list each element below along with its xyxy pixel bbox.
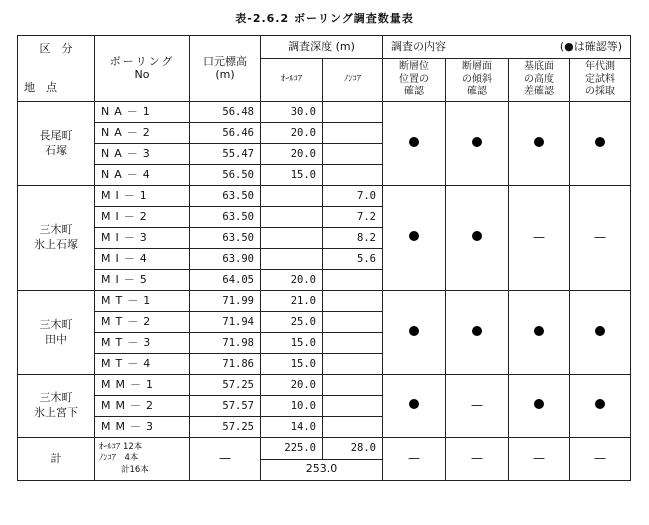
elevation-cell: 63.50	[190, 228, 261, 249]
elev-unit: (m)	[215, 67, 235, 81]
boring-no-cell: MI－4	[95, 249, 190, 270]
elevation-cell: 71.99	[190, 291, 261, 312]
elevation-cell: 63.90	[190, 249, 261, 270]
elevation-cell: 56.46	[190, 123, 261, 144]
elevation-cell: 64.05	[190, 270, 261, 291]
allcore-depth-cell: 20.0	[261, 270, 323, 291]
allcore-depth-cell: 25.0	[261, 312, 323, 333]
content-c4-cell	[570, 375, 631, 438]
total-sum: 253.0	[261, 459, 383, 481]
chiten-label: 地 点	[24, 80, 57, 94]
boring-no-cell: MT－2	[95, 312, 190, 333]
boring-no-cell: MT－4	[95, 354, 190, 375]
noncore-depth-cell	[323, 375, 383, 396]
content-label: 調査の内容	[391, 39, 446, 53]
allcore-depth-cell: 15.0	[261, 333, 323, 354]
confirmed-dot-icon	[472, 231, 482, 241]
content-c4-cell: —	[570, 186, 631, 291]
kubun-header	[18, 36, 95, 102]
confirmed-dot-icon	[534, 137, 544, 147]
content-c3-cell	[509, 291, 570, 375]
total-row	[18, 438, 631, 460]
noncore-depth-cell	[323, 144, 383, 165]
allcore-depth-cell	[261, 186, 323, 207]
allcore-depth-cell	[261, 207, 323, 228]
elevation-cell: 71.98	[190, 333, 261, 354]
allcore-depth-cell: 21.0	[261, 291, 323, 312]
legend-label: (●は確認等)	[559, 39, 622, 53]
confirmed-dot-icon	[534, 326, 544, 336]
boring-no-cell: MI－1	[95, 186, 190, 207]
table-row	[18, 375, 631, 396]
kubun-label: 区 分	[39, 41, 73, 55]
content-c1-cell	[383, 291, 446, 375]
content-c2-cell: —	[446, 375, 509, 438]
boring-label: ボーリング	[109, 54, 175, 68]
boring-no-label: No	[134, 67, 150, 81]
allcore-depth-cell	[261, 249, 323, 270]
noncore-header: ﾉﾝｺｱ	[323, 59, 383, 102]
elevation-cell: 57.25	[190, 375, 261, 396]
content-c3-cell: —	[509, 186, 570, 291]
content-c2-cell	[446, 102, 509, 186]
boring-no-cell: MT－1	[95, 291, 190, 312]
elevation-cell: 63.50	[190, 186, 261, 207]
boring-no-cell: MI－2	[95, 207, 190, 228]
total-elev: —	[190, 438, 261, 481]
total-count: ｵｰﾙｺｱ 12本 ﾉﾝｺｱ 4本 計16本	[95, 438, 190, 481]
allcore-header: ｵｰﾙｺｱ	[261, 59, 323, 102]
elevation-cell: 55.47	[190, 144, 261, 165]
location-cell: 長尾町 石塚	[18, 102, 95, 186]
confirmed-dot-icon	[472, 326, 482, 336]
boring-no-cell: MI－5	[95, 270, 190, 291]
noncore-depth-cell: 7.2	[323, 207, 383, 228]
location-cell: 三木町 田中	[18, 291, 95, 375]
noncore-depth-cell: 5.6	[323, 249, 383, 270]
boring-no-cell: MT－3	[95, 333, 190, 354]
total-c3: —	[509, 438, 570, 481]
total-allcore: 225.0	[261, 438, 323, 460]
content-c4-cell	[570, 102, 631, 186]
c1-header: 断層位 位置の 確認	[383, 59, 446, 102]
table-title: 表-2.6.2 ボーリング調査数量表	[235, 12, 414, 25]
confirmed-dot-icon	[472, 137, 482, 147]
noncore-depth-cell	[323, 354, 383, 375]
boring-no-cell: NA－4	[95, 165, 190, 186]
total-c4: —	[570, 438, 631, 481]
header-row-1	[18, 36, 631, 59]
elevation-cell: 63.50	[190, 207, 261, 228]
content-c4-cell	[570, 291, 631, 375]
allcore-depth-cell: 30.0	[261, 102, 323, 123]
content-c1-cell	[383, 102, 446, 186]
content-c1-cell	[383, 186, 446, 291]
location-cell: 三木町 氷上石塚	[18, 186, 95, 291]
content-c3-cell	[509, 102, 570, 186]
content-c2-cell	[446, 186, 509, 291]
allcore-depth-cell: 14.0	[261, 417, 323, 438]
boring-no-cell: MM－1	[95, 375, 190, 396]
boring-header	[95, 36, 190, 102]
elev-label: 口元標高	[203, 54, 247, 68]
confirmed-dot-icon	[409, 137, 419, 147]
confirmed-dot-icon	[409, 231, 419, 241]
noncore-depth-cell	[323, 333, 383, 354]
confirmed-dot-icon	[534, 399, 544, 409]
elevation-cell: 56.50	[190, 165, 261, 186]
table-row	[18, 291, 631, 312]
allcore-depth-cell	[261, 228, 323, 249]
confirmed-dot-icon	[595, 399, 605, 409]
boring-quantity-table	[17, 35, 631, 481]
total-noncore: 28.0	[323, 438, 383, 460]
location-cell: 三木町 氷上宮下	[18, 375, 95, 438]
allcore-depth-cell: 20.0	[261, 375, 323, 396]
boring-no-cell: NA－2	[95, 123, 190, 144]
content-c1-cell	[383, 375, 446, 438]
noncore-depth-cell	[323, 396, 383, 417]
noncore-depth-cell	[323, 165, 383, 186]
c2-header: 断層面 の傾斜 確認	[446, 59, 509, 102]
boring-no-cell: MI－3	[95, 228, 190, 249]
confirmed-dot-icon	[409, 399, 419, 409]
total-c1: —	[383, 438, 446, 481]
confirmed-dot-icon	[595, 137, 605, 147]
elevation-cell: 56.48	[190, 102, 261, 123]
boring-no-cell: NA－3	[95, 144, 190, 165]
elevation-cell: 71.86	[190, 354, 261, 375]
table-row	[18, 186, 631, 207]
allcore-depth-cell: 20.0	[261, 144, 323, 165]
elevation-cell: 71.94	[190, 312, 261, 333]
noncore-depth-cell	[323, 417, 383, 438]
noncore-depth-cell: 7.0	[323, 186, 383, 207]
noncore-depth-cell	[323, 123, 383, 144]
boring-no-cell: MM－2	[95, 396, 190, 417]
table-row	[18, 102, 631, 123]
allcore-depth-cell: 10.0	[261, 396, 323, 417]
elevation-cell: 57.57	[190, 396, 261, 417]
noncore-depth-cell	[323, 291, 383, 312]
noncore-depth-cell	[323, 102, 383, 123]
total-c2: —	[446, 438, 509, 481]
elevation-cell: 57.25	[190, 417, 261, 438]
content-c3-cell	[509, 375, 570, 438]
elev-header	[190, 36, 261, 102]
c3-header: 基底面 の高度 差確認	[509, 59, 570, 102]
content-c2-cell	[446, 291, 509, 375]
noncore-depth-cell: 8.2	[323, 228, 383, 249]
noncore-depth-cell	[323, 270, 383, 291]
boring-no-cell: MM－3	[95, 417, 190, 438]
content-header	[383, 36, 631, 59]
allcore-depth-cell: 15.0	[261, 354, 323, 375]
confirmed-dot-icon	[409, 326, 419, 336]
noncore-depth-cell	[323, 312, 383, 333]
allcore-depth-cell: 20.0	[261, 123, 323, 144]
c4-header: 年代測 定試料 の採取	[570, 59, 631, 102]
boring-no-cell: NA－1	[95, 102, 190, 123]
confirmed-dot-icon	[595, 326, 605, 336]
data-rows	[18, 102, 631, 438]
depth-header: 調査深度 (m)	[261, 36, 383, 59]
allcore-depth-cell: 15.0	[261, 165, 323, 186]
total-label: 計	[18, 438, 95, 481]
